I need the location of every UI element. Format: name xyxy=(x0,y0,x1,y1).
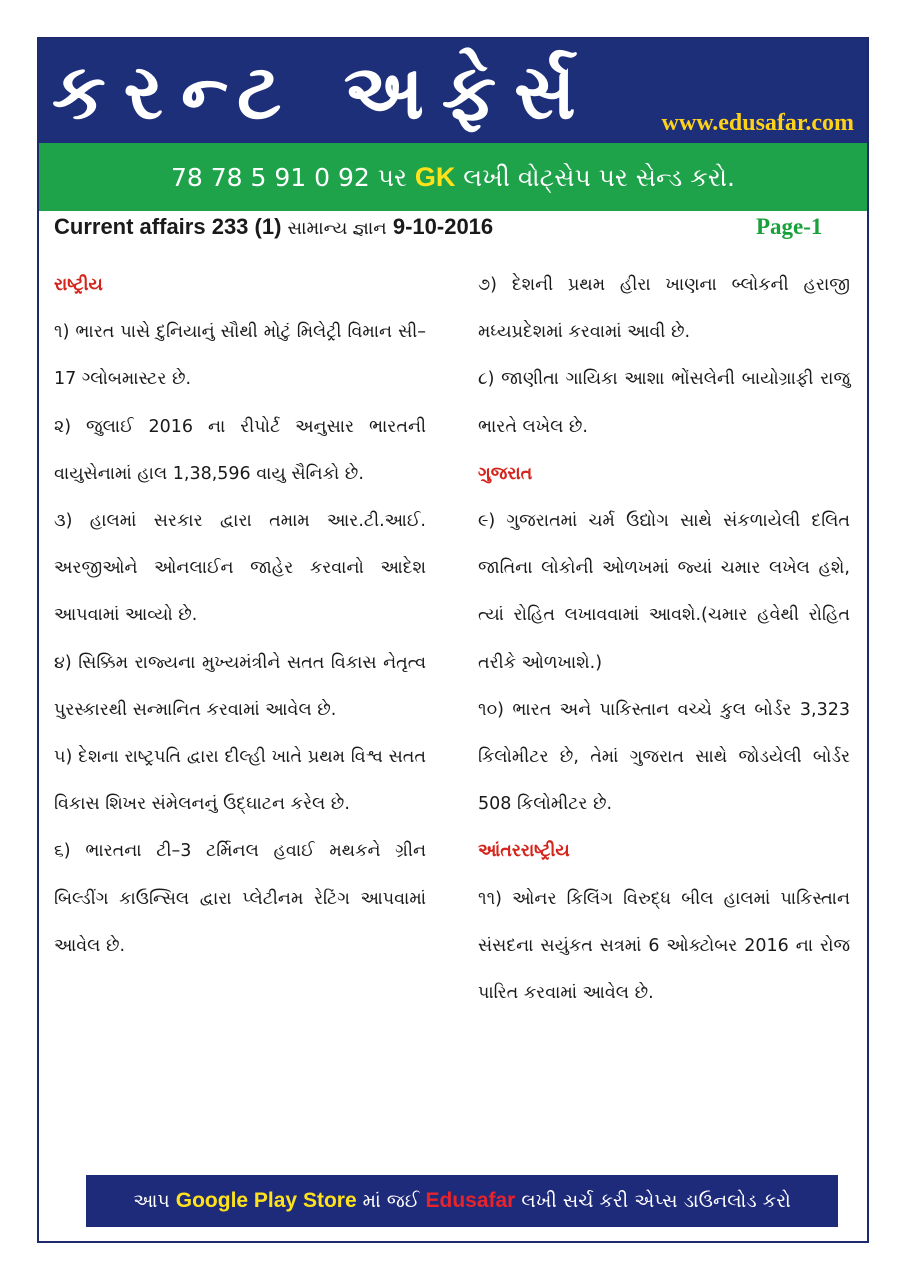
section-heading-international: આંતરરાષ્ટ્રીય xyxy=(478,841,570,862)
news-item-4: ૪) સિક્કિમ રાજ્યના મુખ્યમંત્રીને સતત વિકાસ નેતૃત્વ પુરસ્કારથી સન્માનિત કરવામાં આવેલ છે. xyxy=(54,652,426,720)
footer-text-1: આપ xyxy=(133,1190,176,1212)
news-item-6: ૬) ભારતના ટી–3 ટર્મિનલ હવાઈ મથકને ગ્રીન બિલ્ડીંગ કાઉન્સિલ દ્વારા પ્લેટીનમ રેટિંગ આપવામાં આવેલ છે. xyxy=(54,841,426,956)
news-item-10: ૧૦) ભારત અને પાકિસ્તાન વચ્ચે કુલ બોર્ડર 3,323 કિલોમીટર છે, તેમાં ગુજરાત સાથે જોડયેલી બોર્ડર 508 કિલોમીટર છે. xyxy=(478,699,850,815)
whatsapp-text-b: લખી વોટ્સેપ પર સેન્ડ કરો. xyxy=(455,163,735,192)
right-column xyxy=(478,262,850,1017)
news-item-3: ૩) હાલમાં સરકાર દ્વારા તમામ આર.ટી.આઈ. અરજીઓને ઓનલાઈન જાહેર કરવાનો આદેશ આપવામાં આવ્યો છે. xyxy=(54,511,426,626)
news-item-7: ૭) દેશની પ્રથમ હીરા ખાણના બ્લોકની હરાજી મધ્યપ્રદેશમાં કરવામાં આવી છે. xyxy=(478,275,850,343)
section-heading-national: રાષ્ટ્રીય xyxy=(54,275,103,295)
whatsapp-banner xyxy=(39,143,867,211)
footer-banner xyxy=(86,1175,838,1227)
issue-heading xyxy=(54,214,493,240)
whatsapp-text-a: પર xyxy=(369,163,415,192)
page-title: કરન્ટ અફેર્સ xyxy=(52,47,594,136)
issue-label: Current affairs 233 (1) xyxy=(54,214,282,239)
left-column xyxy=(54,262,426,970)
news-item-5: ૫) દેશના રાષ્ટ્રપતિ દ્વારા દીલ્હી ખાતે પ્રથમ વિશ્વ સતત વિકાસ શિખર સંમેલનનું ઉદ્ઘાટન કરેલ છે. xyxy=(54,747,426,815)
issue-gujarati-label: સામાન્ય જ્ઞાન xyxy=(287,218,387,238)
news-item-9: ૯) ગુજરાતમાં ચર્મ ઉદ્યોગ સાથે સંકળાયેલી દલિત જાતિના લોકોની ઓળખમાં જ્યાં ચમાર લખેલ હશે, ત્યાં રોહિત લખાવવામાં આવશે.(ચમાર હવેથી રોહિત તરીકે ઓળખાશે.) xyxy=(478,511,850,673)
footer-text-3: લખી સર્ચ કરી એપ્સ ડાઉનલોડ કરો xyxy=(515,1190,791,1212)
news-item-8: ૮) જાણીતા ગાયિકા આશા ભોંસલેની બાયોગ્રાફી રાજુ ભારતે લખેલ છે. xyxy=(478,369,850,437)
issue-date: 9-10-2016 xyxy=(392,214,494,239)
gk-keyword: GK xyxy=(414,162,456,192)
news-item-2: ૨) જુલાઈ 2016 ના રીપોર્ટ અનુસાર ભારતની વાયુસેનામાં હાલ 1,38,596 વાયુ સૈનિકો છે. xyxy=(54,416,426,484)
whatsapp-number: 78 78 5 91 0 92 xyxy=(171,163,370,192)
page-number: Page-1 xyxy=(756,214,823,239)
section-heading-gujarat: ગુજરાત xyxy=(478,463,533,484)
play-store-label: Google Play Store xyxy=(175,1189,357,1212)
website-link[interactable]: www.edusafar.com xyxy=(661,110,854,136)
footer-text-2: માં જઈ xyxy=(356,1190,426,1212)
app-name: Edusafar xyxy=(425,1189,516,1212)
news-item-11: ૧૧) ઓનર કિલિંગ વિરુદ્ધ બીલ હાલમાં પાકિસ્તાન સંસદના સયુંકત સત્રમાં 6 ઓક્ટોબર 2016 ના રોજ પારિત કરવામાં આવેલ છે. xyxy=(478,888,850,1004)
news-item-1: ૧) ભારત પાસે દુનિયાનું સૌથી મોટું મિલેટ્રી વિમાન સી–17 ગ્લોબમાસ્ટર છે. xyxy=(54,322,426,390)
